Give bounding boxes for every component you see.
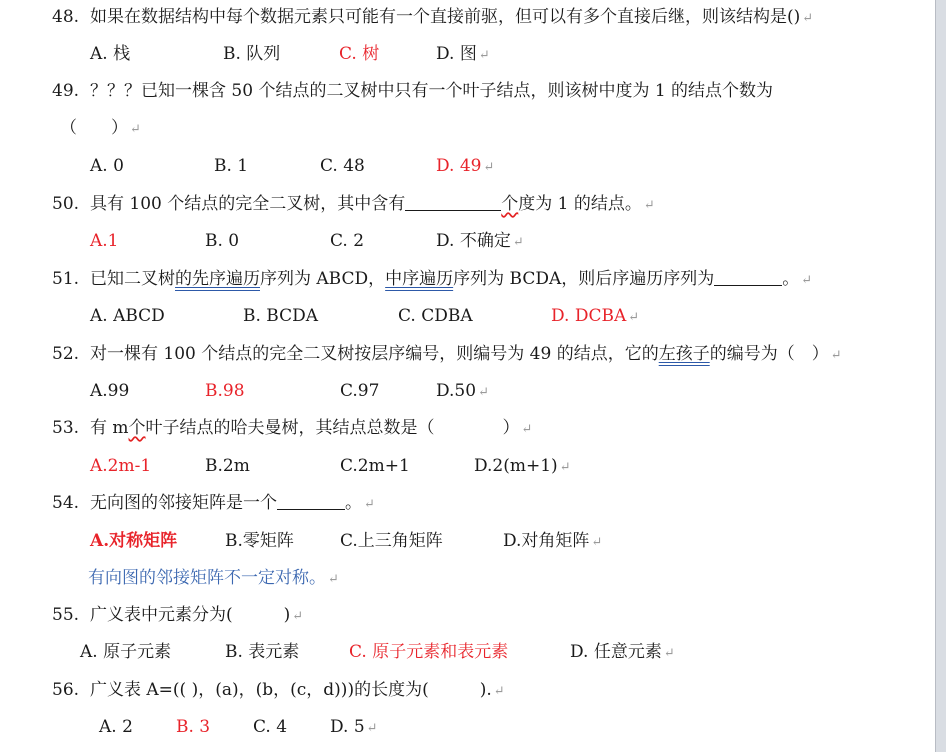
- option-d: D. 任意元素 ↵: [570, 642, 675, 662]
- question-text: 广义表中元素分为( ) ↵: [90, 605, 304, 625]
- grammar-flag: 的先序遍历: [175, 269, 260, 289]
- paragraph-mark-icon: ↵: [478, 48, 490, 63]
- paragraph-mark-icon: ↵: [366, 721, 378, 736]
- spell-flag: 个: [501, 194, 519, 214]
- fill-blank: [405, 192, 501, 211]
- question-number: 50.: [52, 194, 80, 214]
- question-text-cont: （ ） ↵: [60, 118, 141, 138]
- option-d: D.对角矩阵 ↵: [503, 531, 603, 551]
- paragraph-mark-icon: ↵: [328, 572, 339, 587]
- paragraph-mark-icon: ↵: [643, 198, 655, 213]
- paragraph-mark-icon: ↵: [802, 11, 814, 26]
- question-number: 51.: [52, 269, 80, 289]
- option-d: D.50 ↵: [436, 381, 489, 401]
- option-d: D. 图 ↵: [436, 44, 490, 64]
- paragraph-mark-icon: ↵: [628, 310, 640, 325]
- option-a: A. 栈: [90, 44, 131, 64]
- question-text: 具有 100 个结点的完全二叉树，其中含有 个度为 1 的结点。 ↵: [90, 194, 655, 214]
- option-a-answer: A.对称矩阵: [90, 531, 178, 551]
- paragraph-mark-icon: ↵: [478, 385, 489, 400]
- option-a: A. ABCD: [90, 306, 165, 326]
- option-b: B. 0: [205, 231, 240, 251]
- page-edge: [935, 0, 946, 752]
- option-d: D.2(m+1) ↵: [474, 456, 571, 476]
- question-number: 48.: [52, 7, 80, 27]
- paragraph-mark-icon: ↵: [493, 684, 505, 699]
- paragraph-mark-icon: ↵: [521, 422, 533, 437]
- option-c: C.2m+1: [340, 456, 410, 476]
- option-b: B.2m: [205, 456, 250, 476]
- paragraph-mark-icon: ↵: [801, 273, 813, 288]
- answer-note: 有向图的邻接矩阵不一定对称。 ↵: [88, 568, 339, 588]
- option-d-answer: D. DCBA ↵: [551, 306, 640, 326]
- option-a: A. 0: [90, 156, 124, 176]
- paragraph-mark-icon: ↵: [591, 535, 603, 550]
- option-d: D. 不确定 ↵: [436, 231, 524, 251]
- option-a-answer: A.1: [90, 231, 119, 251]
- question-text: 广义表 A=(( )，(a)，(b，(c，d)))的长度为( ). ↵: [90, 680, 505, 700]
- option-d: D. 5 ↵: [330, 717, 378, 737]
- option-b: B.零矩阵: [225, 531, 294, 551]
- paragraph-mark-icon: ↵: [292, 609, 304, 624]
- fill-blank: [714, 267, 782, 286]
- question-text: 如果在数据结构中每个数据元素只可能有一个直接前驱，但可以有多个直接后继，则该结构是() ↵: [90, 7, 814, 27]
- option-a: A. 2: [99, 717, 133, 737]
- option-c: C.上三角矩阵: [340, 531, 443, 551]
- option-c: C. 48: [320, 156, 365, 176]
- paragraph-mark-icon: ↵: [559, 460, 571, 475]
- paragraph-mark-icon: ↵: [512, 235, 524, 250]
- option-b: B. BCDA: [243, 306, 319, 326]
- question-number: 52.: [52, 344, 80, 364]
- question-number: 49.: [52, 81, 80, 101]
- option-a: A. 原子元素: [80, 642, 172, 662]
- option-c: C. CDBA: [398, 306, 473, 326]
- option-b: B. 表元素: [225, 642, 300, 662]
- question-number: 53.: [52, 418, 80, 438]
- paragraph-mark-icon: ↵: [130, 122, 141, 137]
- option-b: B. 1: [214, 156, 249, 176]
- option-c: C.97: [340, 381, 380, 401]
- question-text: 已知二叉树的先序遍历序列为 ABCD，中序遍历序列为 BCDA，则后序遍历序列为 。 ↵: [90, 269, 813, 289]
- option-d-answer: D. 49 ↵: [436, 156, 495, 176]
- question-number: 56.: [52, 680, 80, 700]
- option-a-answer: A.2m-1: [90, 456, 152, 476]
- option-a: A.99: [90, 381, 130, 401]
- question-text: ？？？已知一棵含 50 个结点的二叉树中只有一个叶子结点，则该树中度为 1 的结点个数为: [90, 81, 774, 101]
- option-b-answer: B. 3: [176, 717, 211, 737]
- paragraph-mark-icon: ↵: [483, 160, 495, 175]
- fill-blank: [277, 491, 345, 510]
- question-text: 对一棵有 100 个结点的完全二叉树按层序编号，则编号为 49 的结点，它的左孩子的编号为（ ） ↵: [90, 344, 842, 364]
- question-text: 有 m个叶子结点的哈夫曼树，其结点总数是（ ） ↵: [90, 418, 533, 438]
- paragraph-mark-icon: ↵: [830, 348, 842, 363]
- option-b: B. 队列: [223, 44, 281, 64]
- question-number: 54.: [52, 493, 80, 513]
- option-c: C. 4: [253, 717, 288, 737]
- question-number: 55.: [52, 605, 80, 625]
- paragraph-mark-icon: ↵: [663, 646, 675, 661]
- option-c-answer: C. 原子元素和表元素: [349, 642, 509, 662]
- option-b-answer: B.98: [205, 381, 245, 401]
- paragraph-mark-icon: ↵: [364, 497, 375, 512]
- spell-flag: 个: [128, 418, 146, 438]
- grammar-flag: 中序遍历: [385, 269, 454, 289]
- grammar-flag: 左孩子: [658, 344, 710, 364]
- option-c-answer: C. 树: [339, 44, 380, 64]
- question-text: 无向图的邻接矩阵是一个 。 ↵: [90, 493, 375, 513]
- option-c: C. 2: [330, 231, 365, 251]
